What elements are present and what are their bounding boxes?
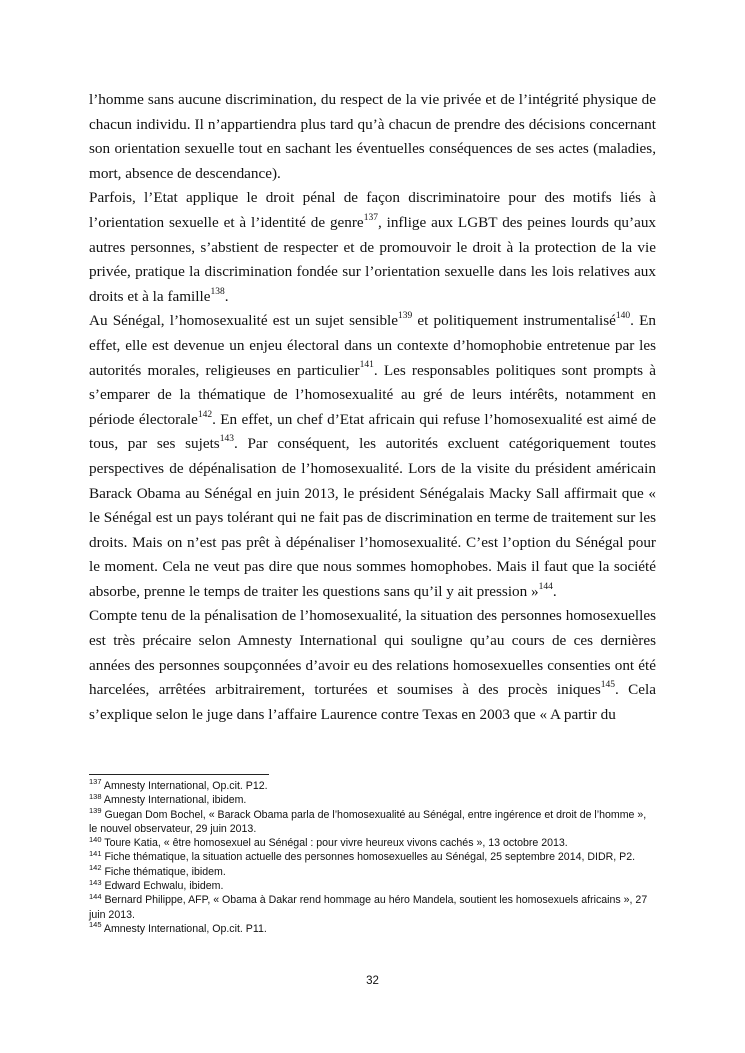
footnote-ref[interactable]: 141 <box>359 360 374 371</box>
footnote-number: 140 <box>89 834 102 844</box>
footnote-number: 138 <box>89 791 102 801</box>
paragraph-text: Parfois, l’Etat applique le droit pénal de façon discriminatoire pour des motifs liés à l’orientation sexuelle et à l’identité de genre <box>89 189 656 231</box>
footnote-number: 145 <box>89 920 102 930</box>
paragraph-text: Au Sénégal, l’homosexualité est un sujet sensible <box>89 312 398 330</box>
paragraph-text: . <box>224 287 229 305</box>
footnote-text: Bernard Philippe, AFP, « Obama à Dakar rend hommage au héro Mandela, soutient les homosexuels africains », 27 juin 2013. <box>89 894 648 921</box>
footnote-separator <box>89 774 269 775</box>
paragraph-continuation <box>89 88 656 186</box>
footnote-ref[interactable]: 144 <box>538 581 553 592</box>
paragraph-text: et politiquement instrumentalisé <box>412 312 616 330</box>
footnote <box>89 779 656 793</box>
footnote <box>89 893 656 922</box>
footnote-text: Guegan Dom Bochel, « Barack Obama parla de l’homosexualité au Sénégal, entre ingérence et droit de l’homme », le nouvel observateur, 29 juin 2013. <box>89 808 647 835</box>
footnote-ref[interactable]: 142 <box>197 409 213 420</box>
paragraph-text: . Par conséquent, les autorités excluent catégoriquement toutes perspectives de dépénalisation de l’homosexualité. Lors de la visite du président américain Barack Obama au Sénégal en juin 2013, le président Sénégalais Macky Sall affirmait que « le Sénégal est un pays tolérant qui ne fait pas de discrimination en terme de traitement sur les droits. Mais on n’est pas prêt à dépénaliser l’homosexualité. C’est l’option du Sénégal pour le moment. Cela ne veut pas dire que nous sommes homophobes. Mais il faut que la société absorbe, prenne le temps de traiter les questions sans qu’il y ait pression » <box>89 435 656 600</box>
paragraph-text: Compte tenu de la pénalisation de l’homosexualité, la situation des personnes homosexuelles est très précaire selon Amnesty International qui souligne qu’au cours de ces dernières années des personnes soupçonnées d’avoir eu des relations homosexuelles consenties ont été harcelées, arrêtées arbitrairement, torturées et soumises à des procès iniques <box>89 607 656 699</box>
footnote <box>89 865 656 879</box>
paragraph-text: , inflige aux LGBT des peines lourds qu’aux autres personnes, s’abstient de respecter et de promouvoir le droit à la protection de la vie privée, pratique la discrimination fondée sur l’orientation sexuelle dans les lois relatives aux droits et à la famille <box>89 213 657 305</box>
footnote-number: 144 <box>89 891 102 901</box>
footnote-text: Amnesty International, ibidem. <box>101 794 247 807</box>
footnote-ref[interactable]: 139 <box>398 311 413 322</box>
footnote-ref[interactable]: 138 <box>210 286 225 297</box>
paragraph-text: . Cela s’explique selon le juge dans l’affaire Laurence contre Texas en 2003 que « A partir du <box>89 681 656 723</box>
paragraph-text: l’homme sans aucune discrimination, du respect de la vie privée et de l’intégrité physique de chacun individu. Il n’appartiendra plus tard qu’à chacun de prendre des décisions concernant son orientation sexuelle tout en sachant les éventuelles conséquences de ses actes (maladies, mort, absence de descendance). <box>89 91 656 182</box>
page-number: 32 <box>366 975 379 987</box>
footnote <box>89 808 656 837</box>
paragraph-discrimination <box>89 186 656 309</box>
footnote <box>89 850 656 864</box>
footnote-number: 139 <box>89 806 102 816</box>
footnote-ref[interactable]: 145 <box>600 680 616 691</box>
footnote-number: 143 <box>89 877 102 887</box>
footnote-text: Fiche thématique, la situation actuelle des personnes homosexuelles au Sénégal, 25 septembre 2014, DIDR, P2. <box>101 851 636 864</box>
footnote-ref[interactable]: 143 <box>219 434 234 445</box>
footnote-text: Amnesty International, Op.cit. P12. <box>101 780 268 792</box>
paragraph-senegal <box>89 309 656 604</box>
footnote-number: 137 <box>89 777 102 787</box>
footnote-text: Amnesty International, Op.cit. P11. <box>101 922 267 935</box>
footnote-number: 142 <box>89 863 102 873</box>
body-text <box>89 88 656 727</box>
footnote-text: Edward Echwalu, ibidem. <box>101 880 224 893</box>
footnote <box>89 793 656 807</box>
paragraph-text: . En effet, un chef d’Etat africain qui refuse l’homosexualité est aimé de tous, par ses sujets <box>89 410 656 453</box>
footnote <box>89 879 656 893</box>
footnote-ref[interactable]: 137 <box>363 212 378 223</box>
paragraph-text: . En effet, elle est devenue un enjeu électoral dans un contexte d’homophobie entretenue par les autorités morales, religieuses en particulier <box>89 312 656 379</box>
paragraph-amnesty <box>89 604 656 727</box>
footnote-text: Toure Katia, « être homosexuel au Sénégal : pour vivre heureux vivons cachés », 13 octobre 2013. <box>101 837 568 850</box>
footnotes <box>89 779 656 936</box>
paragraph-text: . Les responsables politiques sont prompts à s’emparer de la thématique de l’homosexualité au gré de leurs intérêts, notamment en période électorale <box>89 361 657 428</box>
footnote-text: Fiche thématique, ibidem. <box>101 865 226 878</box>
footnote <box>89 836 656 850</box>
footnote-ref[interactable]: 140 <box>615 311 631 322</box>
footnote-number: 141 <box>89 848 102 858</box>
footnote <box>89 922 656 936</box>
paragraph-text: . <box>552 582 557 600</box>
